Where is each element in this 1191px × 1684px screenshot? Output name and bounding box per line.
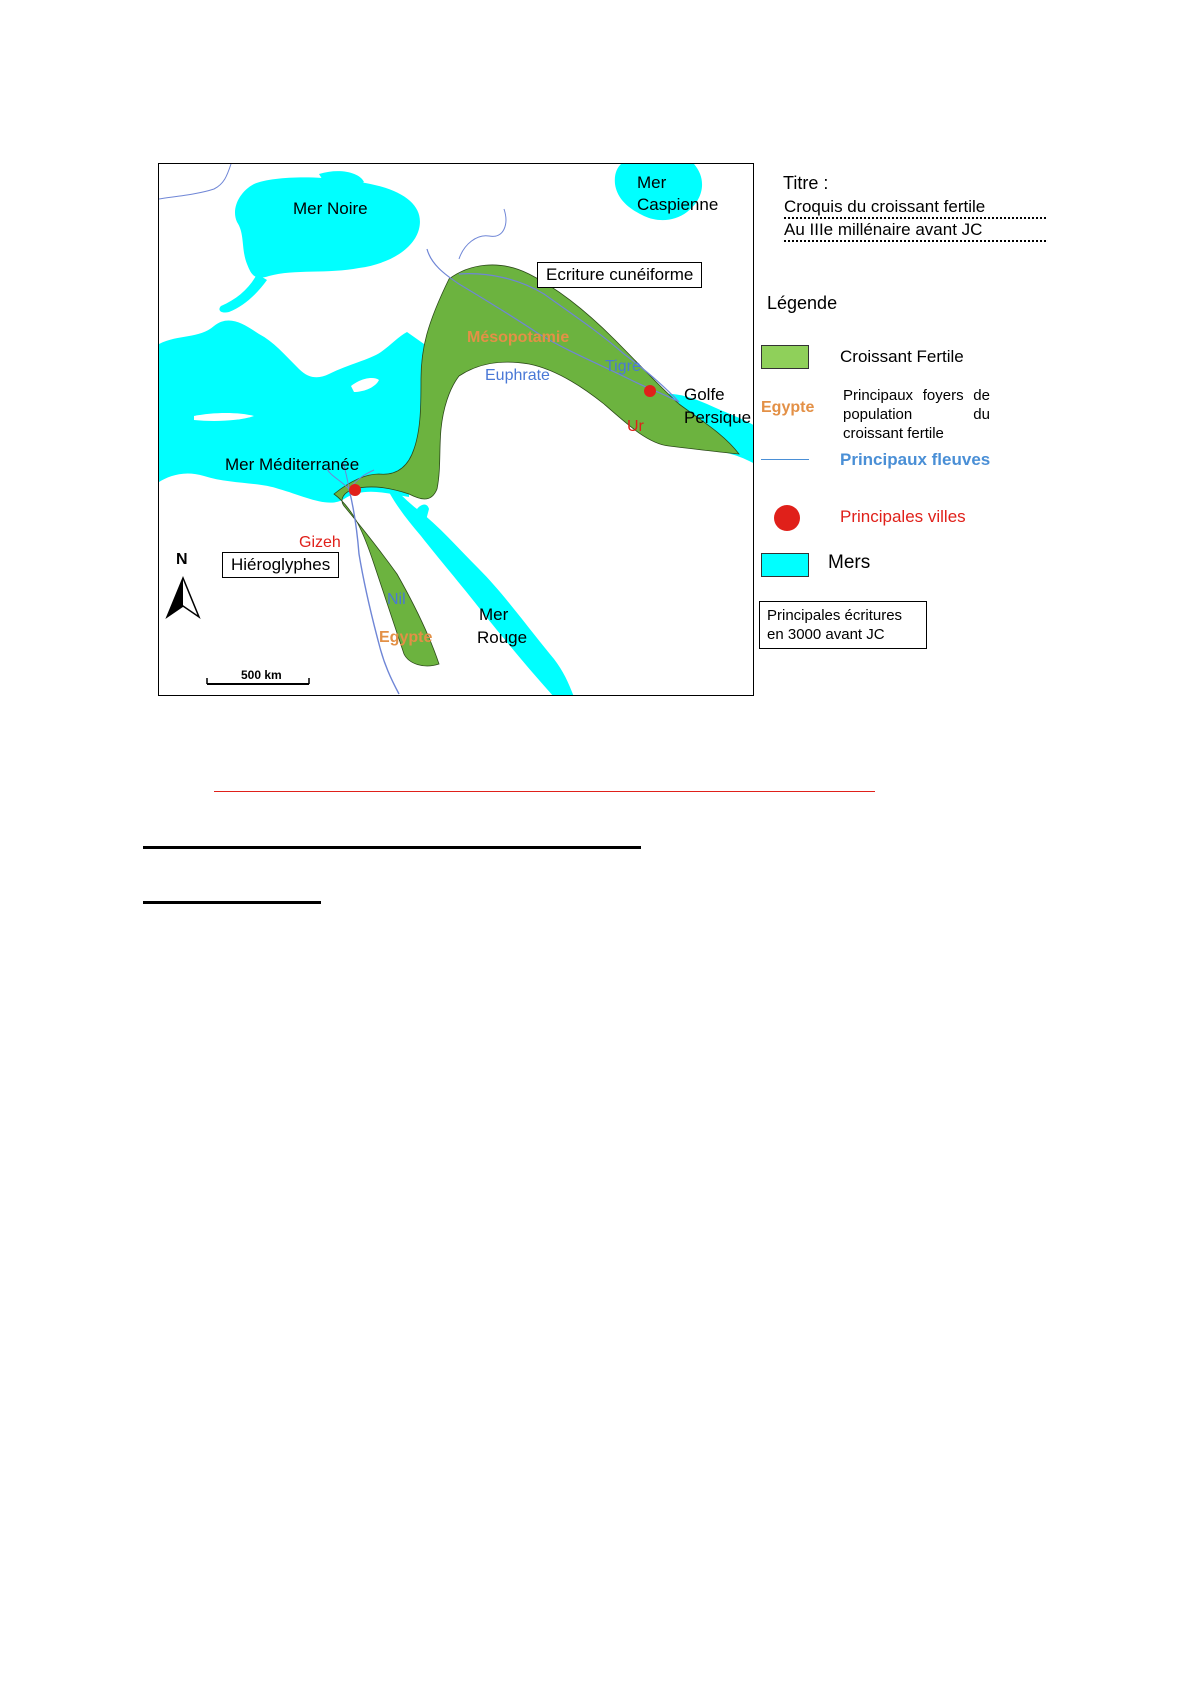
gulf-label-1: Golfe xyxy=(684,385,725,404)
mesopotamia-label: Mésopotamie xyxy=(467,329,570,346)
mediterranean-label: Mer Méditerranée xyxy=(225,455,360,474)
title-label: Titre : xyxy=(783,173,829,193)
red-sea-label-2: Rouge xyxy=(477,628,528,647)
black-answer-line-1 xyxy=(143,846,641,849)
red-sea-label-1: Mer xyxy=(479,605,509,624)
map-canvas xyxy=(159,164,754,696)
ur-city-dot xyxy=(644,385,656,397)
euphrates-label: Euphrate xyxy=(485,367,550,384)
legend-rivers-label: Principaux fleuves xyxy=(840,450,991,469)
north-letter: N xyxy=(176,551,188,568)
scale-label: 500 km xyxy=(241,668,282,682)
caspian-label-2: Caspienne xyxy=(637,195,719,214)
legend-population-label: Principaux foyers de population du croissant fertile xyxy=(843,387,990,442)
caspian-label-1: Mer xyxy=(637,173,667,192)
red-sea-shape xyxy=(381,476,574,696)
legend-city-dot xyxy=(774,505,800,531)
title-line-1: Croquis du croissant fertile xyxy=(784,196,1046,219)
black-answer-line-2 xyxy=(143,901,321,904)
black-sea-label: Mer Noire xyxy=(293,199,368,218)
legend-swatch-crescent xyxy=(761,345,809,369)
bosporus-shape xyxy=(219,274,267,313)
legend-cities-label: Principales villes xyxy=(840,507,966,526)
red-answer-line xyxy=(214,791,875,792)
legend-writings-box xyxy=(759,601,927,649)
giza-city-dot xyxy=(349,484,361,496)
egypt-region-label: Egypte xyxy=(379,629,433,646)
black-sea-shape xyxy=(235,177,420,277)
legend-seas-label: Mers xyxy=(828,552,871,573)
legend-crescent-label: Croissant Fertile xyxy=(840,347,964,366)
legend-river-line xyxy=(761,459,809,460)
nile-label: Nil xyxy=(387,591,406,608)
title-line-2: Au IIIe millénaire avant JC xyxy=(784,219,1046,242)
legend-swatch-seas xyxy=(761,553,809,577)
gulf-label-2: Persique xyxy=(684,408,752,427)
map-frame xyxy=(158,163,754,696)
tigris-label: Tigre xyxy=(605,358,641,375)
legend-writings-label: Principales écritures en 3000 avant JC xyxy=(767,607,903,643)
legend-heading: Légende xyxy=(767,293,838,313)
giza-label: Gizeh xyxy=(299,534,341,551)
ur-label: Ur xyxy=(627,418,644,435)
cuneiform-box: Ecriture cunéiforme xyxy=(537,262,702,288)
legend-population-sample: Egypte xyxy=(761,399,815,416)
hieroglyphs-box: Hiéroglyphes xyxy=(222,552,339,578)
